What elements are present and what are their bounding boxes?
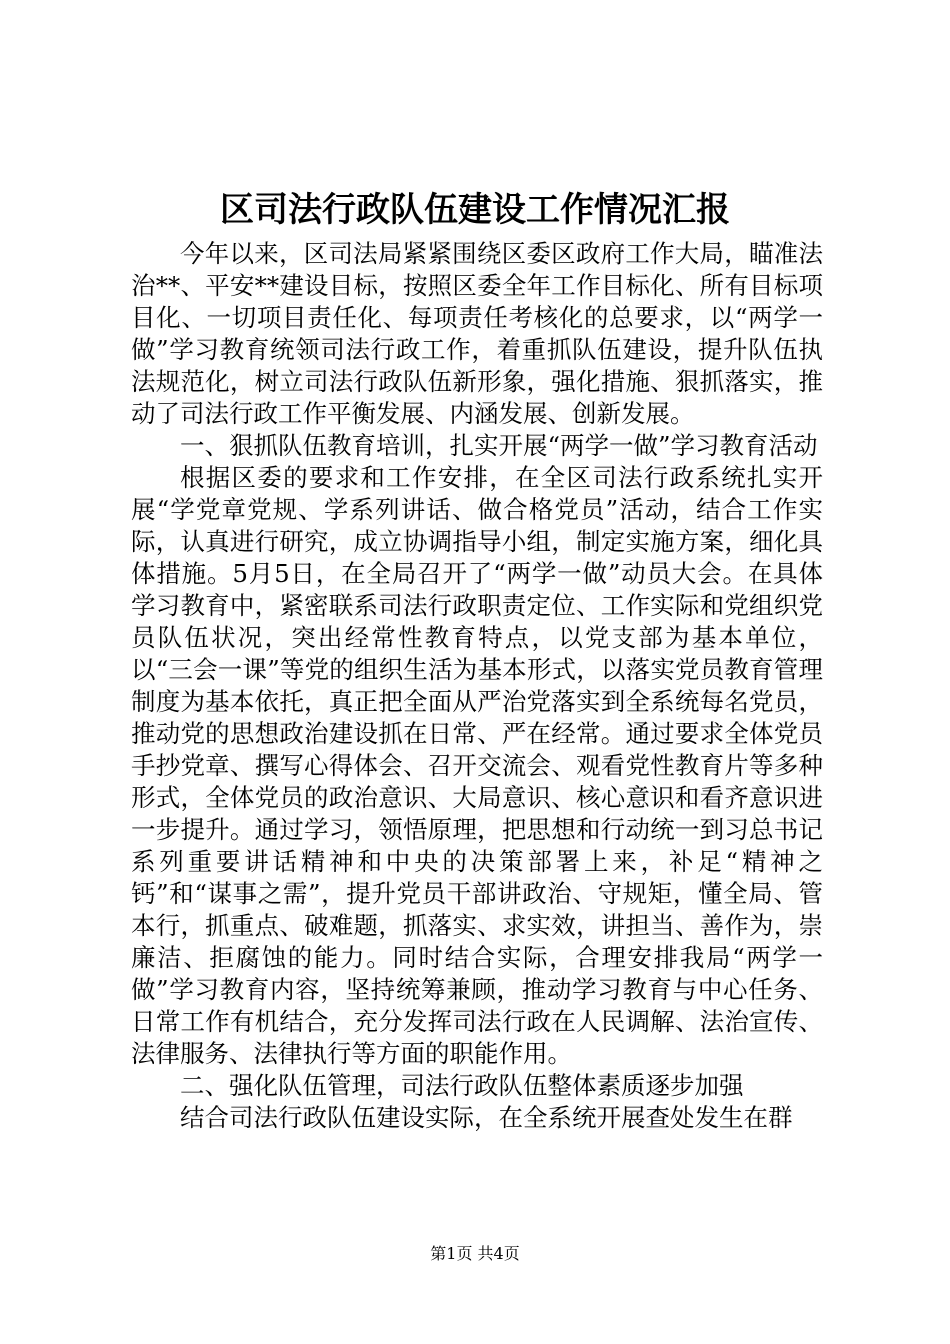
- paragraph-section-1: 根据区委的要求和工作安排，在全区司法行政系统扎实开展“学党章党规、学系列讲话、做合格党员”活动，结合工作实际，认真进行研究，成立协调指导小组，制定实施方案，细化具体措施。5月5日，在全局召开了“两学一做”动员大会。在具体学习教育中，紧密联系司法行政职责定位、工作实际和党组织党员队伍状况，突出经常性教育特点，以党支部为基本单位，以“三会一课”等党的组织生活为基本形式，以落实党员教育管理制度为基本依托，真正把全面从严治党落实到全系统每名党员，推动党的思想政治建设抓在日常、严在经常。通过要求全体党员手抄党章、撰写心得体会、召开交流会、观看党性教育片等多种形式，全体党员的政治意识、大局意识、核心意识和看齐意识进一步提升。通过学习，领悟原理，把思想和行动统一到习总书记系列重要讲话精神和中央的决策部署上来，补足“精神之钙”和“谋事之需”，提升党员干部讲政治、守规矩，懂全局、管本行，抓重点、破难题，抓落实、求实效，讲担当、善作为，崇廉洁、拒腐蚀的能力。同时结合实际，合理安排我局“两学一做”学习教育内容，坚持统筹兼顾，推动学习教育与中心任务、日常工作有机结合，充分发挥司法行政在人民调解、法治宣传、法律服务、法律执行等方面的职能作用。: [131, 463, 823, 1068]
- page-footer: 第1页 共4页: [430, 1244, 520, 1263]
- document-title: 区司法行政队伍建设工作情况汇报: [220, 190, 730, 230]
- document-body: [131, 238, 823, 1134]
- section-heading-1: 一、狠抓队伍教育培训，扎实开展“两学一做”学习教育活动: [180, 431, 818, 460]
- paragraph-section-2: 结合司法行政队伍建设实际，在全系统开展查处发生在群: [180, 1103, 793, 1132]
- paragraph-intro: 今年以来，区司法局紧紧围绕区委区政府工作大局，瞄准法治**、平安**建设目标，按照区委全年工作目标化、所有目标项目化、一切项目责任化、每项责任考核化的总要求，以“两学一做”学习教育统领司法行政工作，着重抓队伍建设，提升队伍执法规范化，树立司法行政队伍新形象，强化措施、狠抓落实，推动了司法行政工作平衡发展、内涵发展、创新发展。: [131, 239, 823, 428]
- section-heading-2: 二、强化队伍管理，司法行政队伍整体素质逐步加强: [180, 1071, 744, 1100]
